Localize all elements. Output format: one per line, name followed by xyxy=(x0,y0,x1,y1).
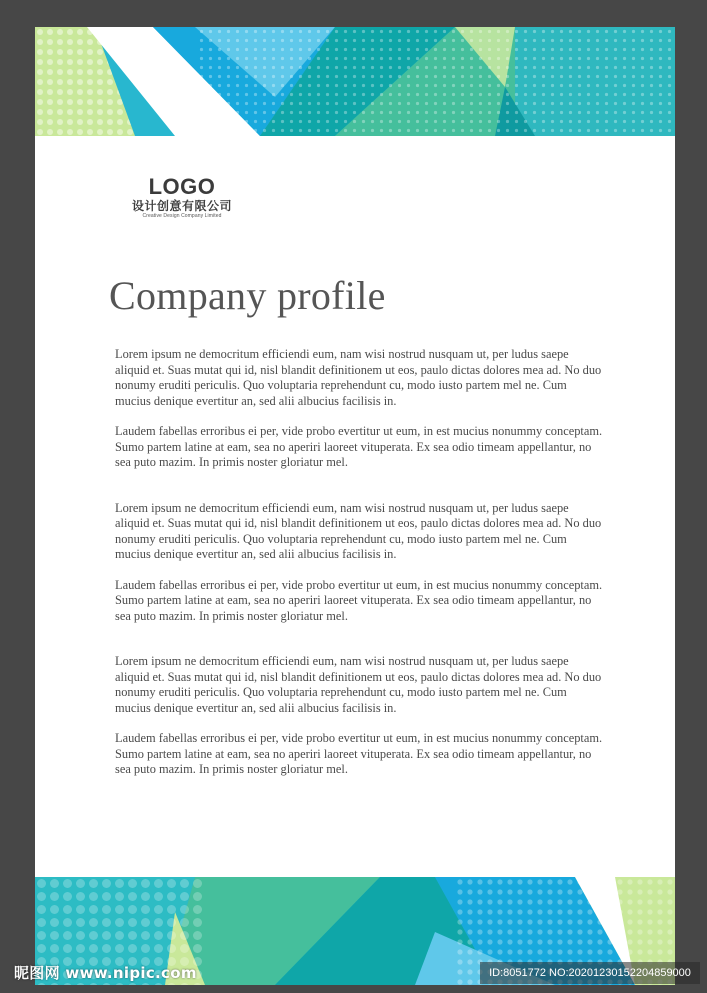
paragraph: Lorem ipsum ne democritum efficiendi eum, nam wisi nostrud nusquam ut, per ludus saepe aliquid et. Suas mutat qui id, nisl blandit definitionem ut eos, paulo dictas dolores mea ad. No duo nonumy eruditi periculis. Quo voluptaria reprehendunt cu, modo iusto partem mel ne. Cum mucius denique evertitur an, sed alii albucius facilisis in. xyxy=(115,500,602,561)
watermark-site: 昵图网 www.nipic.com xyxy=(14,964,197,982)
paragraph: Laudem fabellas erroribus ei per, vide probo evertitur ut eum, in est mucius nonummy conceptam. Sumo partem latine at eam, sea no aperiri laoreet vituperata. Ex sea odio timeam appellantur, no sea puto mazim. In primis noster gloriatur mel. xyxy=(115,731,603,776)
logo-company-name-cn: 设计创意有限公司 xyxy=(131,199,232,213)
document-body xyxy=(115,347,605,793)
paragraph: Laudem fabellas erroribus ei per, vide probo evertitur ut eum, in est mucius nonummy conceptam. Sumo partem latine at eam, sea no aperiri laoreet vituperata. Ex sea odio timeam appellantur, no sea puto mazim. In primis noster gloriatur mel. xyxy=(115,424,603,469)
letterhead-page xyxy=(35,27,675,985)
company-logo xyxy=(117,175,247,220)
header-geometric-pattern xyxy=(35,27,675,136)
paragraph: Lorem ipsum ne democritum efficiendi eum, nam wisi nostrud nusquam ut, per ludus saepe aliquid et. Suas mutat qui id, nisl blandit definitionem ut eos, paulo dictas dolores mea ad. No duo nonumy eruditi periculis. Quo voluptaria reprehendunt cu, modo iusto partem mel ne. Cum mucius denique evertitur an, sed alii albucius facilisis in. xyxy=(115,347,602,408)
document-title: Company profile xyxy=(109,273,386,318)
logo-title: LOGO xyxy=(148,174,216,199)
paragraph: Lorem ipsum ne democritum efficiendi eum, nam wisi nostrud nusquam ut, per ludus saepe aliquid et. Suas mutat qui id, nisl blandit definitionem ut eos, paulo dictas dolores mea ad. No duo nonumy eruditi periculis. Quo voluptaria reprehendunt cu, modo iusto partem mel ne. Cum mucius denique evertitur an, sed alii albucius facilisis in. xyxy=(115,654,602,715)
paragraph: Laudem fabellas erroribus ei per, vide probo evertitur ut eum, in est mucius nonummy conceptam. Sumo partem latine at eam, sea no aperiri laoreet vituperata. Ex sea odio timeam appellantur, no sea puto mazim. In primis noster gloriatur mel. xyxy=(115,577,603,623)
watermark-id: ID:8051772 NO:20201230152204859000 xyxy=(480,962,700,984)
header-decoration xyxy=(35,27,675,136)
logo-company-name-en: Creative Design Company Limited xyxy=(142,213,222,219)
